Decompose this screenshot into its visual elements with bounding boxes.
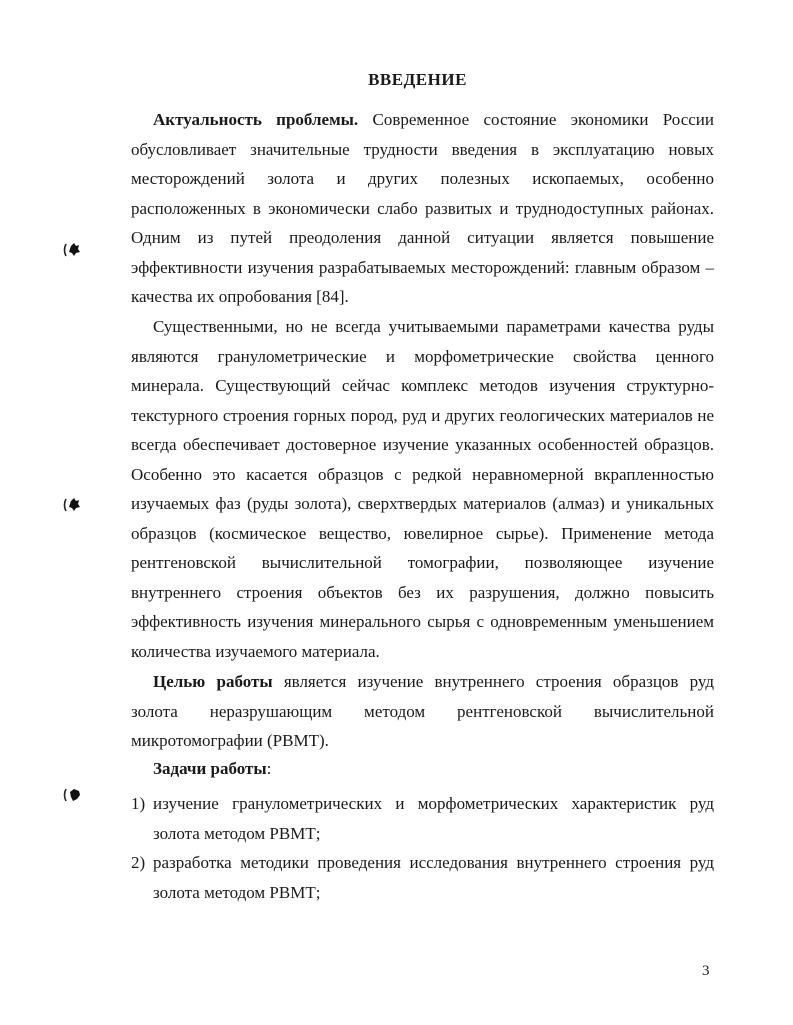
list-item <box>131 789 714 848</box>
list-item-number: 2) <box>131 853 146 872</box>
page-title: ВВЕДЕНИЕ <box>368 70 467 89</box>
list-item-number: 1) <box>131 794 146 813</box>
page-number: 3 <box>702 963 710 979</box>
goal-label: Целью работы <box>153 672 273 691</box>
goal-text: является изучение внутреннего строения образцов руд золота неразрушающим методом рентгеновской вычислительной микротомографии (РВМТ). <box>131 672 715 750</box>
relevance-text: Современное состояние экономики России обусловливает значительные трудности введения в эксплуатацию новых месторождений золота и других полезных ископаемых, особенно расположенных в экономически слабо развитых и труднодоступных районах. Одним из путей преодоления данной ситуации является повышение эффективности изучения разрабатываемых месторождений: главным образом – качества их опробования [84]. <box>131 110 714 306</box>
goal-paragraph <box>131 667 714 756</box>
binder-hole-mark-icon <box>62 786 84 804</box>
list-item-text: разработка методики проведения исследования внутреннего строения руд золота методом РВМТ; <box>153 853 714 902</box>
binder-hole-mark-icon <box>62 241 84 259</box>
list-item-text: изучение гранулометрических и морфометрических характеристик руд золота методом РВМТ; <box>153 794 714 843</box>
tasks-list <box>131 789 714 907</box>
tasks-heading: Задачи работы: <box>153 759 272 778</box>
relevance-paragraph <box>131 105 714 312</box>
body-paragraph: Существенными, но не всегда учитываемыми параметрами качества руды являются гранулометрические и морфометрические свойства ценного минерала. Существующий сейчас комплекс методов изучения структурно-текстурного строения горных пород, руд и других геологических материалов не всегда обеспечивает достоверное изучение указанных особенностей образцов. Особенно это касается образцов с редкой неравномерной вкрапленностью изучаемых фаз (руды золота), сверхтвердых материалов (алмаз) и уникальных образцов (космическое вещество, ювелирное сырье). Применение метода рентгеновской вычислительной томографии, позволяющее изучение внутреннего строения объектов без их разрушения, должно повысить эффективность изучения минерального сырья с одновременным уменьшением количества изучаемого материала. <box>131 317 714 661</box>
binder-hole-mark-icon <box>62 496 84 514</box>
list-item <box>131 848 714 907</box>
relevance-label: Актуальность проблемы. <box>153 110 359 129</box>
